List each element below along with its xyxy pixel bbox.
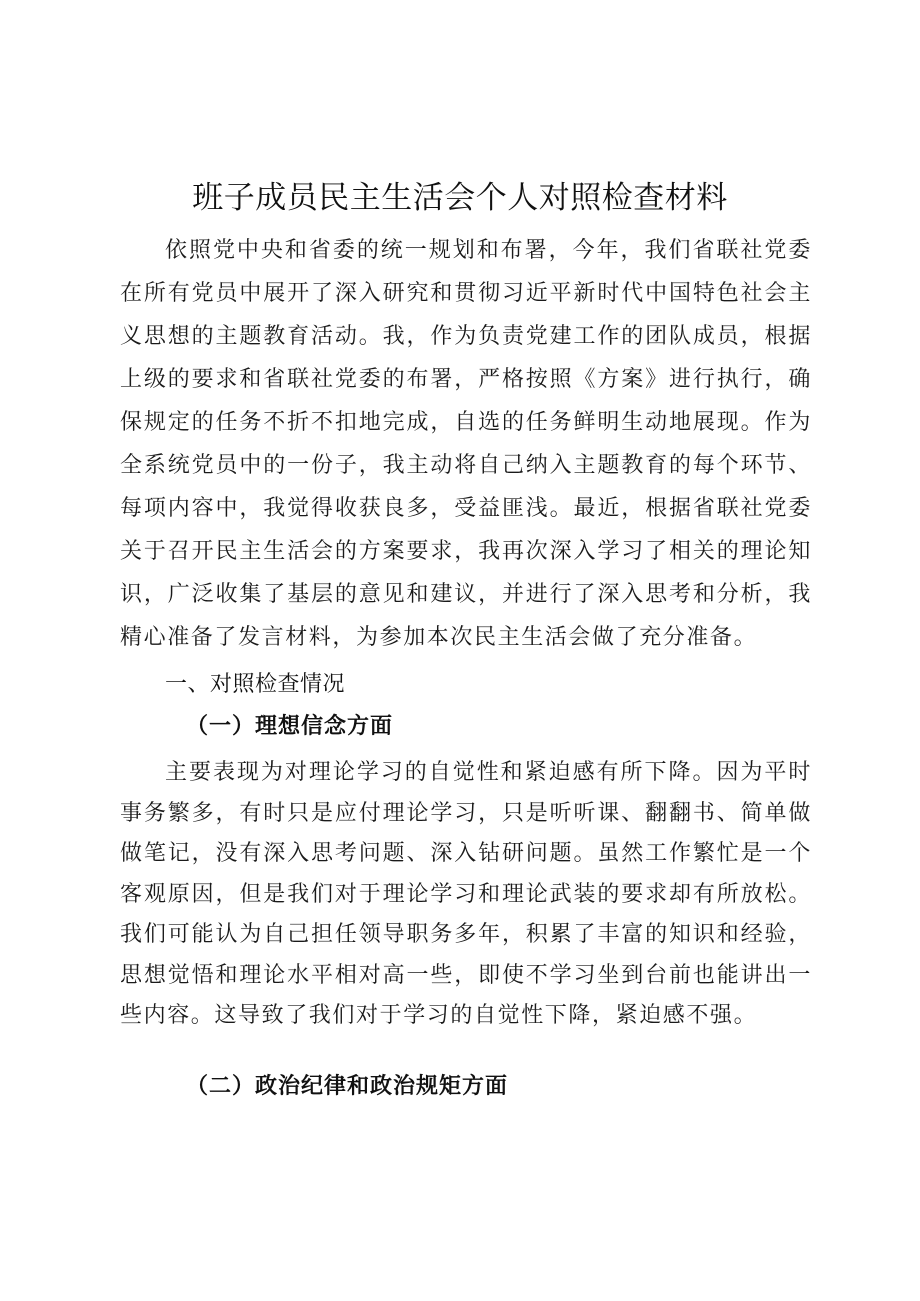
ideals-beliefs-paragraph: 主要表现为对理论学习的自觉性和紧迫感有所下降。因为平时事务繁多，有时只是应付理论学习，只是听听课、翻翻书、简单做做笔记，没有深入思考问题、深入钻研问题。虽然工作繁忙是一个客观原因，但是我们对于理论学习和理论武装的要求却有所放松。我们可能认为自己担任领导职务多年，积累了丰富的知识和经验，思想觉悟和理论水平相对高一些，即使不学习坐到台前也能讲出一些内容。这导致了我们对于学习的自觉性下降，紧迫感不强。	[120, 760, 812, 1028]
intro-paragraph: 依照党中央和省委的统一规划和布署，今年，我们省联社党委在所有党员中展开了深入研究和贯彻习近平新时代中国特色社会主义思想的主题教育活动。我，作为负责党建工作的团队成员，根据上级的要求和省联社党委的布署，严格按照《方案》进行执行，确保规定的任务不折不扣地完成，自选的任务鲜明生动地展现。作为全系统党员中的一份子，我主动将自己纳入主题教育的每个环节、每项内容中，我觉得收获良多，受益匪浅。最近，根据省联社党委关于召开民主生活会的方案要求，我再次深入学习了相关的理论知识，广泛收集了基层的意见和建议，并进行了深入思考和分析，我精心准备了发言材料，为参加本次民主生活会做了充分准备。	[120, 238, 812, 650]
subsection-heading-ideals-beliefs: （一）理想信念方面	[186, 713, 394, 739]
subsection-heading-political-discipline: （二）政治纪律和政治规矩方面	[186, 1073, 509, 1099]
document-title: 班子成员民主生活会个人对照检查材料	[192, 180, 728, 216]
section-heading-comparison-check: 一、对照检查情况	[165, 672, 346, 697]
